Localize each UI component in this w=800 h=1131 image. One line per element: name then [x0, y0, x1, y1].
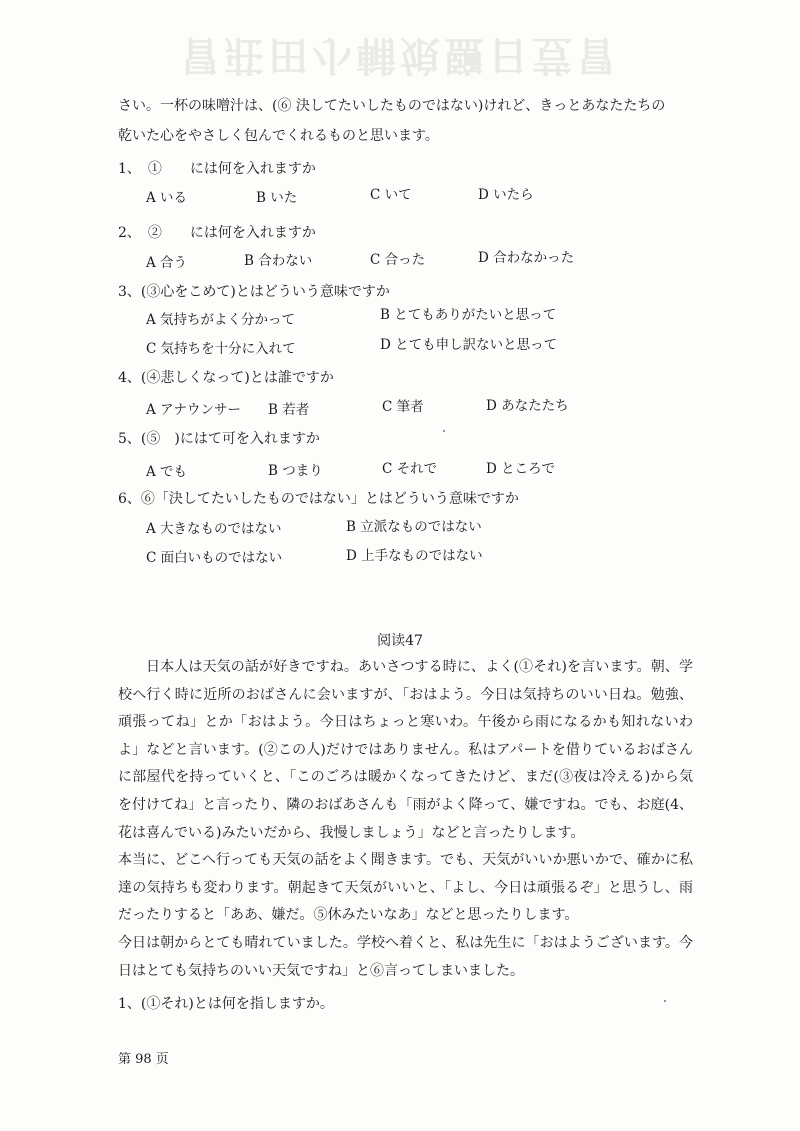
question-6-option-c: C 面白いものではない: [146, 550, 283, 566]
question-3-option-a: A 気持ちがよく分かって: [146, 312, 296, 328]
question-2-option-a: A 合う: [146, 255, 188, 271]
question-2-option-c: C 合った: [370, 252, 426, 268]
question-1-option-d: D いたら: [478, 187, 534, 203]
question-5-option-d: D ところで: [486, 461, 555, 477]
question-6-stem: 6、⑥「決してたいしたものではない」とはどういう意味ですか: [118, 491, 519, 507]
question-4-option-d: D あなたたち: [486, 398, 569, 414]
scan-speck: [443, 430, 445, 432]
question-4-option-a: A アナウンサー: [146, 402, 242, 418]
question-1-option-b: B いた: [256, 190, 298, 206]
question-2-option-d: D 合わなかった: [478, 250, 575, 266]
question-4-option-b: B 若者: [268, 402, 310, 418]
passage-paragraph-1: 日本人は天気の話が好きですね。あいさつする時に、よく(①それ)を言います。朝、学校へ行く時に近所のおばさんに会いますが、「おはよう。今日は気持ちのいい日ね。勉強、頑張ってね」とか「おはよう。今日はちょっと寒いわ。午後から雨になるかも知れないわよ」などと言います。(②この人)だけではありません。私はアパートを借りているおばさんに部屋代を持っていくと、「このごろは暖かくなってきたけど、まだ(③夜は冷える)から気を付けてね」と言ったり、隣のおばあさんも「雨がよく降って、嫌ですね。でも、お庭(4、花は喜んでいる)みたいだから、我慢しましょう」などと言ったりします。: [118, 659, 693, 841]
passage-paragraph-3: 今日は朝からとても晴れていました。学校へ着くと、私は先生に「おはようございます。今日はとても気持ちのいい天気ですね」と⑥言ってしまいました。: [118, 934, 693, 979]
intro-line-1: さい。一杯の味噌汁は、(⑥ 決してたいしたものではない)けれど、きっとあなたたちの: [118, 98, 666, 114]
question-4-stem: 4、(④悲しくなって)とは誰ですか: [118, 370, 334, 386]
question-3-stem: 3、(③心をこめて)とはどういう意味ですか: [118, 284, 390, 300]
question-4-option-c: C 筆者: [382, 399, 424, 415]
question-6-option-d: D 上手なものではない: [346, 548, 483, 564]
page-number: 第 98 页: [118, 1052, 169, 1067]
question-2-option-b: B 合わない: [244, 253, 313, 269]
question-1-stem: 1、 ① には何を入れますか: [118, 161, 316, 177]
question-3-option-d: D とても申し訳ないと思って: [380, 337, 558, 353]
question-5-stem: 5、(⑤ )にはて可を入れますか: [118, 431, 320, 447]
question-1-option-c: C いて: [370, 187, 412, 203]
reading-passage: [118, 654, 693, 985]
question-5-option-a: A でも: [146, 464, 188, 480]
passage-paragraph-2: 本当に、どこへ行っても天気の話をよく聞きます。でも、天気がいいか悪いかで、確かに私達の気持ちも変わります。朝起きて天気がいいと、「よし、今日は頑張るぞ」と思うし、雨だったりすると「ああ、嫌だ。⑤休みたいなあ」などと思ったりします。: [118, 852, 693, 924]
scan-speck: [664, 1000, 666, 1002]
question-6-option-b: B 立派なものではない: [346, 519, 482, 535]
question-3-option-b: B とてもありがたいと思って: [380, 307, 557, 323]
intro-line-2: 乾いた心をやさしく包んでくれるものと思います。: [118, 128, 439, 144]
watermark-text: 冒莊田小輔娘鹽日荳冒: [180, 32, 620, 78]
question-6-option-a: A 大きなものではない: [146, 521, 282, 537]
question-5-option-b: B つまり: [268, 463, 323, 479]
reading-title: 阅读47: [377, 633, 423, 649]
question-1-option-a: A いる: [146, 190, 188, 206]
followup-question-1: 1、(①それ)とは何を指しますか。: [118, 996, 334, 1012]
question-3-option-c: C 気持ちを十分に入れて: [146, 341, 296, 357]
question-2-stem: 2、 ② には何を入れますか: [118, 225, 316, 241]
question-5-option-c: C それで: [382, 461, 438, 477]
